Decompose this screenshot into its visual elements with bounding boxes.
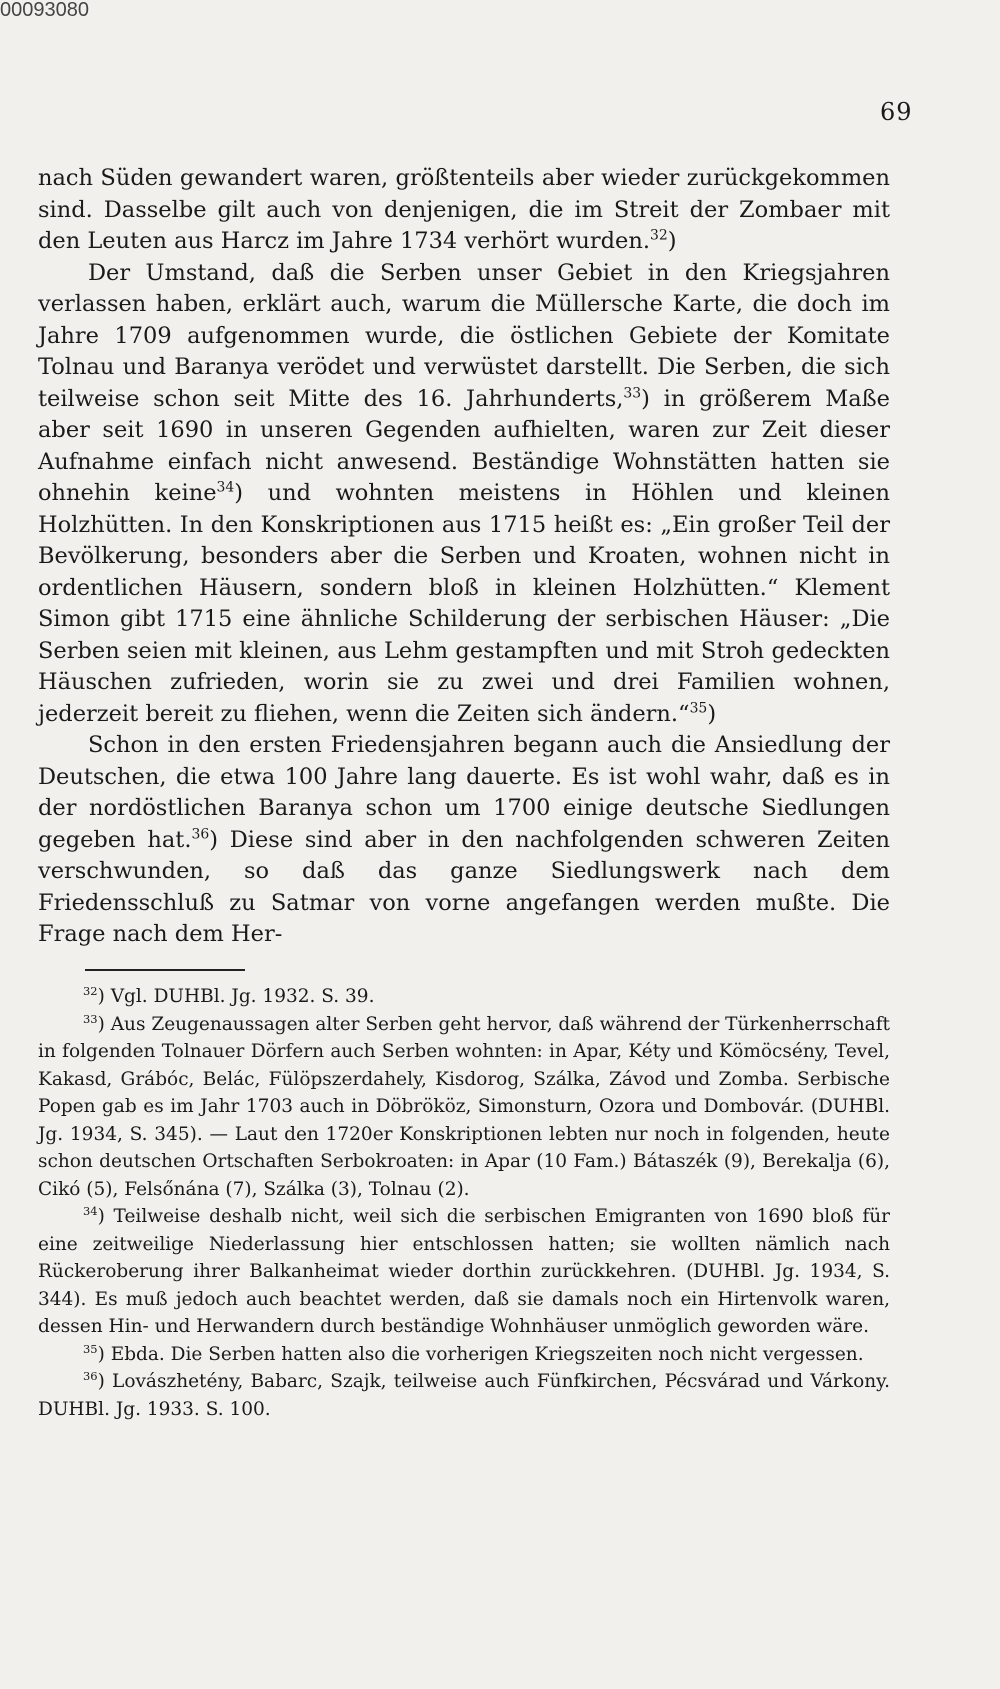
- footnote-divider: [85, 969, 245, 971]
- footnote-text: ) Teilweise deshalb nicht, weil sich die serbischen Emigranten von 1690 bloß für eine zeitweilige Niederlassung hier entschlossen hatten; sie wollten nämlich nach Rückeroberung ihrer Balkanheimat wieder dorthin zurückkehren. (DUHBl. Jg. 1934, S. 344). Es muß jedoch auch beachtet werden, daß sie damals noch ein Hirtenvolk waren, dessen Hin- und Herwandern durch beständige Wohnhäuser unmöglich geworden wäre.: [38, 1206, 890, 1337]
- footnote-ref-34: 34: [216, 479, 235, 496]
- paragraph-1-text: nach Süden gewandert waren, größtenteils aber wieder zurückgekommen sind. Dasselbe gilt auch von denjenigen, die im Streit der Zombaer mit den Leuten aus Harcz im Jahre 1734 verhört wurden.: [38, 165, 890, 254]
- footnote-text: ) Ebda. Die Serben hatten also die vorherigen Kriegszeiten noch nicht vergessen.: [97, 1343, 864, 1365]
- main-text: [38, 163, 890, 951]
- paragraph-3-text-a: Schon in den ersten Friedensjahren begann auch die Ansiedlung der Deutschen, die etwa 100 Jahre lang dauerte. Es ist wohl wahr, daß es in der nordöstlichen Baranya schon um 1700 einige deutsche Siedlungen gegeben hat.: [38, 732, 890, 853]
- footnote-text: ) Aus Zeugenaussagen alter Serben geht hervor, daß während der Türkenherrschaft in folgenden Tolnauer Dörfern auch Serben wohnten: in Apar, Kéty und Kömöcsény, Tevel, Kakasd, Grábóc, Belác, Fülöpszerdahely, Kisdorog, Szálka, Závod und Zomba. Serbische Popen gab es im Jahr 1703 auch in Döbrököz, Simonsturn, Ozora und Dombovár. (DUHBl. Jg. 1934, S. 345). — Laut den 1720er Konskriptionen lebten nur noch in folgenden, heute schon deutschen Ortschaften Serbokroaten: in Apar (10 Fam.) Bátaszék (9), Berekalja (6), Cikó (5), Felsőnána (7), Szálka (3), Tolnau (2).: [38, 1013, 890, 1200]
- footnote-number: 34: [83, 1203, 98, 1218]
- paragraph-2-text-b: ) in größerem Maße aber seit 1690 in unseren Gegenden aufhielten, waren zur Zeit dieser Aufnahme einfach nicht anwesend. Beständige Wohnstätten hatten sie ohnehin keine: [38, 385, 890, 506]
- footnote-number: 35: [83, 1341, 98, 1356]
- footnote-33: [38, 1011, 890, 1204]
- paragraph-2-text-d: ): [707, 700, 717, 727]
- paragraph-2: [38, 258, 890, 731]
- paragraph-3-text-b: ) Diese sind aber in den nachfolgenden schweren Zeiten verschwunden, so daß das ganze Siedlungswerk nach dem Friedensschluß zu Satmar von vorne angefangen werden mußte. Die Frage nach dem Her-: [38, 826, 890, 947]
- paragraph-2-text-c: ) und wohnten meistens in Höhlen und kleinen Holzhütten. In den Konskriptionen aus 1715 heißt es: „Ein großer Teil der Bevölkerung, besonders aber die Serben und Kroaten, wohnen nicht in ordentlichen Häusern, sondern bloß in kleinen Holzhütten.“ Klement Simon gibt 1715 eine ähnliche Schilderung der serbischen Häuser: „Die Serben seien mit kleinen, aus Lehm gestampften und mit Stroh gedeckten Häuschen zufrieden, worin sie zu zwei und drei Familien wohnen, jederzeit bereit zu fliehen, wenn die Zeiten sich ändern.“: [38, 480, 890, 727]
- paragraph-3: [38, 730, 890, 951]
- footnote-34: [38, 1203, 890, 1341]
- footnote-32: [38, 983, 890, 1011]
- paragraph-2-text-a: Der Umstand, daß die Serben unser Gebiet in den Kriegsjahren verlassen haben, erklärt auch, warum die Müllersche Karte, die doch im Jahre 1709 aufgenommen wurde, die östlichen Gebiete der Komitate Tolnau und Baranya verödet und verwüstet darstellt. Die Serben, die sich teilweise schon seit Mitte des 16. Jahrhunderts,: [38, 259, 890, 412]
- footnote-ref-36: 36: [191, 826, 210, 842]
- paragraph-1: [38, 163, 890, 258]
- footnote-ref-35: 35: [689, 700, 708, 716]
- footnote-text: ) Vgl. DUHBl. Jg. 1932. S. 39.: [97, 986, 375, 1007]
- footnote-number: 32: [83, 983, 98, 998]
- footnote-number: 36: [83, 1368, 98, 1383]
- footnote-35: [38, 1341, 890, 1369]
- paragraph-1-text-end: ): [667, 228, 677, 254]
- footnote-36: [38, 1368, 890, 1423]
- footnotes: [38, 983, 890, 1423]
- scan-id: 00093080: [0, 0, 89, 21]
- footnote-ref-32: 32: [650, 227, 668, 244]
- footnote-text: ) Lovászhetény, Babarc, Szajk, teilweise auch Fünfkirchen, Pécsvárad und Várkony. DUHBl. Jg. 1933. S. 100.: [38, 1371, 890, 1420]
- page-number: 69: [880, 98, 913, 126]
- footnote-ref-33: 33: [623, 385, 642, 401]
- footnote-number: 33: [83, 1011, 98, 1026]
